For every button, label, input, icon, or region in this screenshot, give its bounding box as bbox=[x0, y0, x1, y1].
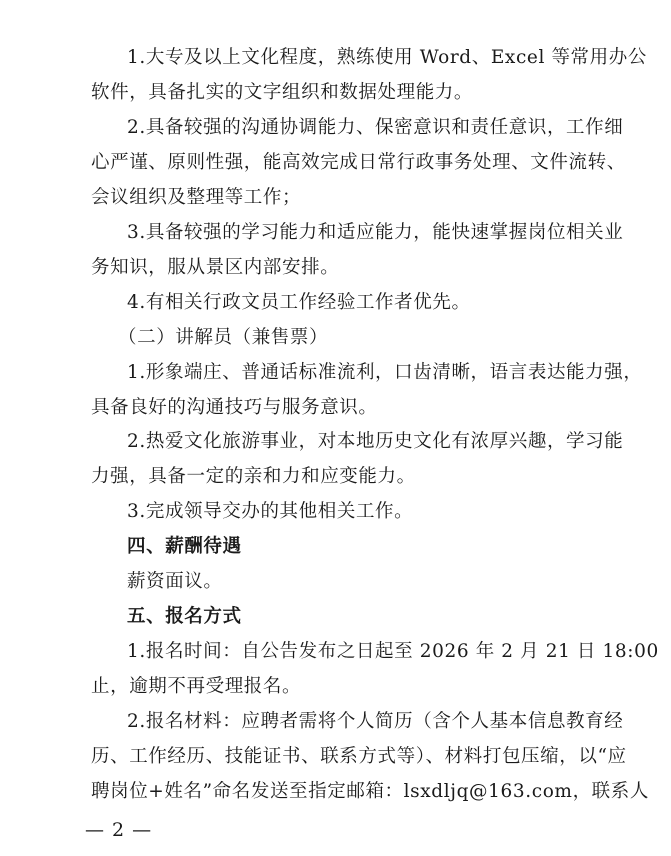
line-4: 心严谨、原则性强，能高效完成日常行政事务处理、文件流转、 bbox=[91, 152, 626, 173]
line-13: 力强，具备一定的亲和力和应变能力。 bbox=[91, 466, 416, 487]
line-5: 会议组织及整理等工作； bbox=[91, 187, 302, 208]
line-10: 1.形象端庄、普通话标准流利，口齿清晰，语言表达能力强， bbox=[127, 362, 643, 383]
line-9-subheading: （二）讲解员（兼售票） bbox=[118, 327, 329, 348]
line-19: 止，逾期不再受理报名。 bbox=[91, 676, 302, 697]
section-heading-salary: 四、薪酬待遇 bbox=[127, 536, 242, 557]
section-heading-registration: 五、报名方式 bbox=[127, 606, 242, 627]
line-16: 薪资面议。 bbox=[127, 571, 223, 592]
page-number: — 2 — bbox=[85, 819, 153, 841]
line-2: 软件，具备扎实的文字组织和数据处理能力。 bbox=[91, 82, 474, 103]
line-1: 1.大专及以上文化程度，熟练使用 Word、Excel 等常用办公 bbox=[127, 47, 647, 68]
line-11: 具备良好的沟通技巧与服务意识。 bbox=[91, 397, 378, 418]
line-12: 2.热爱文化旅游事业，对本地历史文化有浓厚兴趣，学习能 bbox=[127, 431, 624, 452]
line-18: 1.报名时间：自公告发布之日起至 2026 年 2 月 21 日 18:00 bbox=[127, 641, 659, 662]
line-3: 2.具备较强的沟通协调能力、保密意识和责任意识，工作细 bbox=[127, 117, 624, 138]
line-21: 历、工作经历、技能证书、联系方式等）、材料打包压缩，以“应 bbox=[91, 746, 627, 767]
line-20: 2.报名材料：应聘者需将个人简历（含个人基本信息教育经 bbox=[127, 711, 624, 732]
line-7: 务知识，服从景区内部安排。 bbox=[91, 257, 340, 278]
line-14: 3.完成领导交办的其他相关工作。 bbox=[127, 501, 414, 522]
line-8: 4.有相关行政文员工作经验工作者优先。 bbox=[127, 292, 471, 313]
line-22: 聘岗位+姓名”命名发送至指定邮箱：lsxdljq@163.com，联系人 bbox=[91, 781, 649, 802]
line-6: 3.具备较强的学习能力和适应能力，能快速掌握岗位相关业 bbox=[127, 222, 624, 243]
